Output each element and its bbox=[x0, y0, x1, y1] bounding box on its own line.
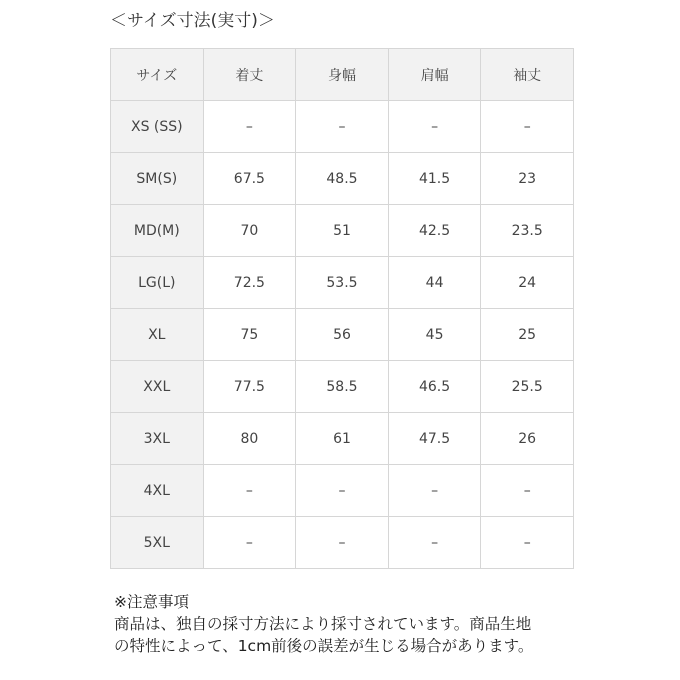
table-cell: 56 bbox=[296, 309, 389, 361]
table-cell: 25.5 bbox=[481, 361, 574, 413]
header-sleeve: 袖丈 bbox=[481, 49, 574, 101]
table-row bbox=[111, 413, 574, 465]
table-cell: – bbox=[203, 517, 296, 569]
table-cell: 70 bbox=[203, 205, 296, 257]
row-label: 3XL bbox=[111, 413, 204, 465]
size-table bbox=[110, 48, 574, 569]
table-cell: – bbox=[481, 101, 574, 153]
header-width: 身幅 bbox=[296, 49, 389, 101]
table-cell: – bbox=[203, 101, 296, 153]
table-header-row bbox=[111, 49, 574, 101]
table-cell: 77.5 bbox=[203, 361, 296, 413]
table-cell: 45 bbox=[388, 309, 481, 361]
table-cell: 41.5 bbox=[388, 153, 481, 205]
table-row bbox=[111, 257, 574, 309]
table-row bbox=[111, 205, 574, 257]
table-cell: – bbox=[203, 465, 296, 517]
table-cell: – bbox=[388, 101, 481, 153]
table-row bbox=[111, 309, 574, 361]
table-cell: 58.5 bbox=[296, 361, 389, 413]
table-cell: 23.5 bbox=[481, 205, 574, 257]
table-cell: – bbox=[388, 465, 481, 517]
table-cell: 48.5 bbox=[296, 153, 389, 205]
table-cell: 67.5 bbox=[203, 153, 296, 205]
notes-block bbox=[114, 591, 533, 657]
row-label: LG(L) bbox=[111, 257, 204, 309]
table-row bbox=[111, 517, 574, 569]
row-label: XXL bbox=[111, 361, 204, 413]
table-cell: – bbox=[296, 465, 389, 517]
row-label: MD(M) bbox=[111, 205, 204, 257]
table-cell: – bbox=[296, 517, 389, 569]
table-cell: – bbox=[481, 465, 574, 517]
table-cell: 61 bbox=[296, 413, 389, 465]
row-label: XS (SS) bbox=[111, 101, 204, 153]
table-cell: 23 bbox=[481, 153, 574, 205]
header-length: 着丈 bbox=[203, 49, 296, 101]
row-label: 5XL bbox=[111, 517, 204, 569]
table-cell: 42.5 bbox=[388, 205, 481, 257]
header-shoulder: 肩幅 bbox=[388, 49, 481, 101]
table-cell: 51 bbox=[296, 205, 389, 257]
table-row bbox=[111, 153, 574, 205]
table-row bbox=[111, 101, 574, 153]
notes-title: ※注意事項 bbox=[114, 593, 189, 611]
table-cell: 44 bbox=[388, 257, 481, 309]
table-cell: 25 bbox=[481, 309, 574, 361]
table-cell: 72.5 bbox=[203, 257, 296, 309]
table-cell: 26 bbox=[481, 413, 574, 465]
table-cell: 24 bbox=[481, 257, 574, 309]
table-cell: 46.5 bbox=[388, 361, 481, 413]
table-row bbox=[111, 361, 574, 413]
row-label: XL bbox=[111, 309, 204, 361]
header-size: サイズ bbox=[111, 49, 204, 101]
table-cell: – bbox=[481, 517, 574, 569]
notes-line: 商品は、独自の採寸方法により採寸されています。商品生地 bbox=[114, 615, 532, 633]
table-cell: – bbox=[388, 517, 481, 569]
table-cell: 53.5 bbox=[296, 257, 389, 309]
table-row bbox=[111, 465, 574, 517]
page-title: ＜サイズ寸法(実寸)＞ bbox=[110, 11, 275, 31]
row-label: SM(S) bbox=[111, 153, 204, 205]
table-cell: 47.5 bbox=[388, 413, 481, 465]
table-cell: 80 bbox=[203, 413, 296, 465]
notes-line: の特性によって、1cm前後の誤差が生じる場合があります。 bbox=[114, 637, 534, 655]
table-cell: – bbox=[296, 101, 389, 153]
table-cell: 75 bbox=[203, 309, 296, 361]
row-label: 4XL bbox=[111, 465, 204, 517]
